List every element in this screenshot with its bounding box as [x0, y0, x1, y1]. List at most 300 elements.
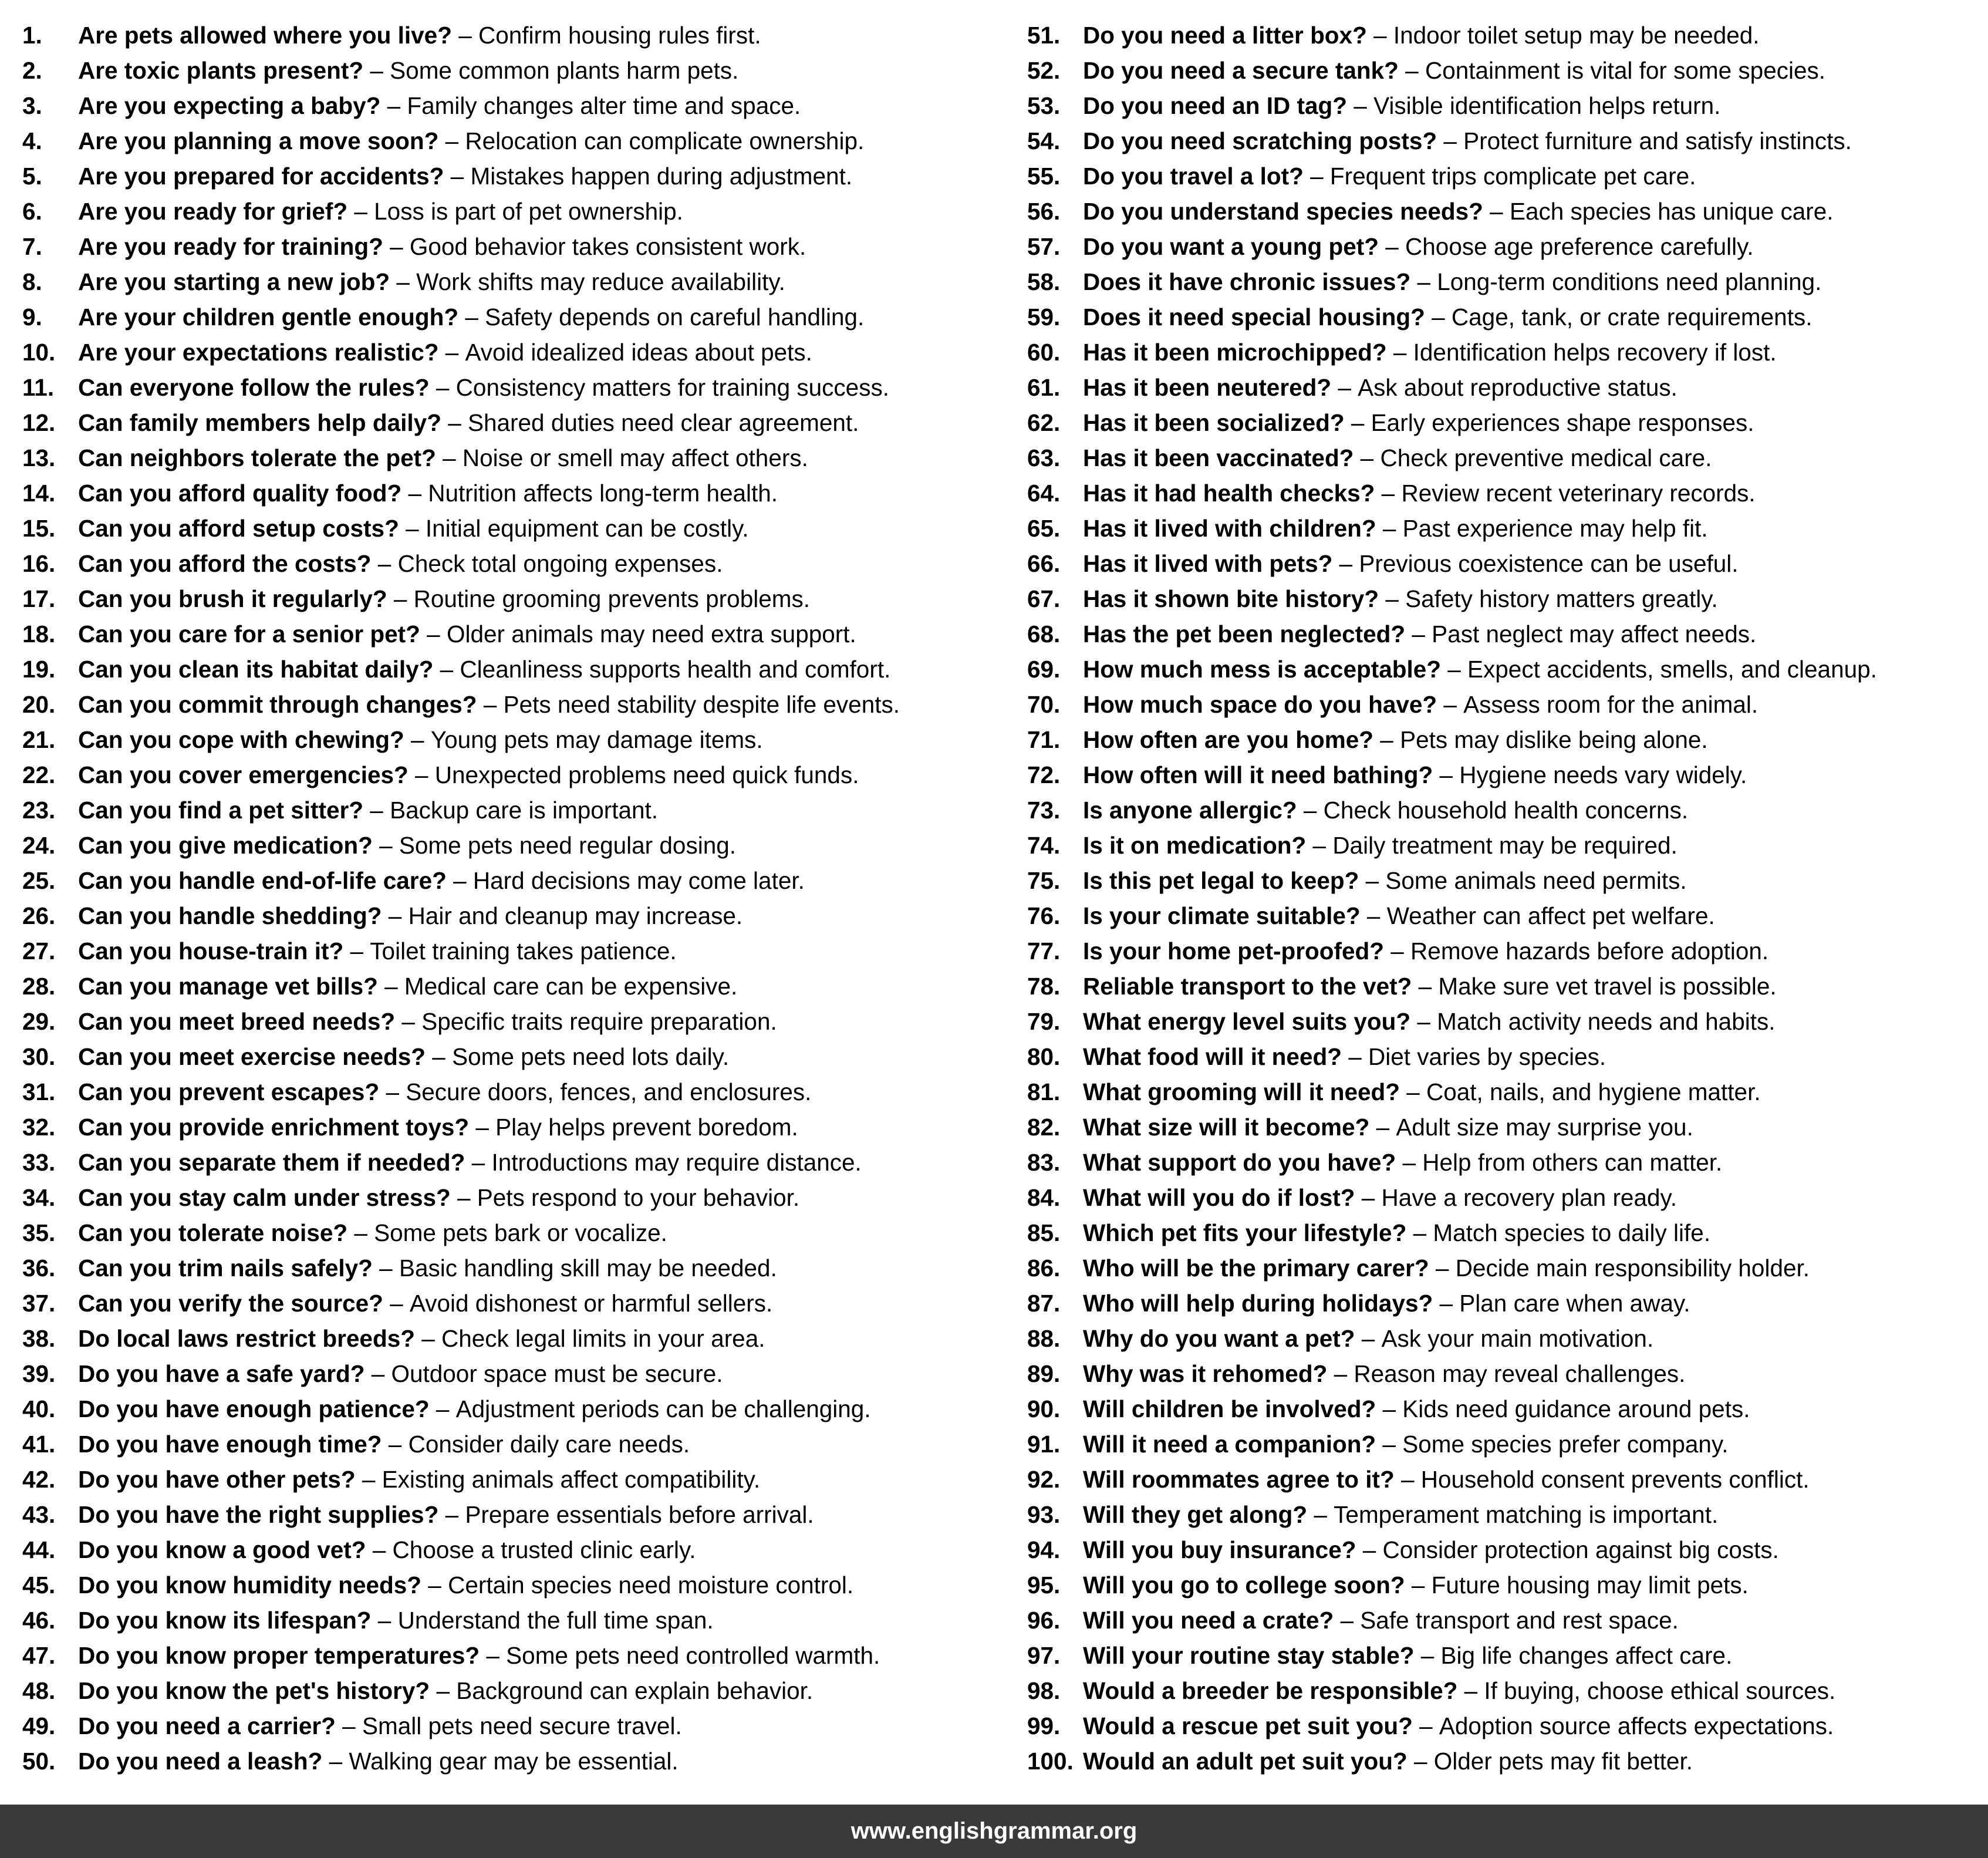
question-item	[1027, 652, 1978, 687]
question-item	[1027, 1497, 1978, 1532]
question-note: Adult size may surprise you.	[1396, 1114, 1693, 1141]
question-number: 67.	[1027, 585, 1061, 612]
question-dash: –	[383, 1290, 410, 1317]
question-dash: –	[1437, 691, 1464, 718]
question-dash: –	[364, 1360, 391, 1387]
question-text: Will you need a crate?	[1083, 1607, 1334, 1634]
question-number: 89.	[1027, 1360, 1061, 1387]
question-note: Basic handling skill may be needed.	[399, 1255, 777, 1282]
question-note: Daily treatment may be required.	[1332, 832, 1678, 859]
question-number: 42.	[22, 1466, 56, 1493]
question-note: Some pets need lots daily.	[452, 1043, 730, 1070]
question-number: 19.	[22, 656, 56, 683]
question-number: 61.	[1027, 374, 1061, 401]
question-text: Are you expecting a baby?	[78, 92, 381, 119]
question-item	[1027, 969, 1978, 1004]
question-text: Has it been microchipped?	[1083, 339, 1387, 366]
question-note: Safety depends on careful handling.	[485, 304, 865, 331]
question-dash: –	[363, 57, 390, 84]
question-item	[22, 1638, 997, 1673]
question-item	[22, 53, 997, 88]
question-item	[22, 405, 997, 440]
question-dash: –	[1412, 1712, 1439, 1739]
question-text: Has it had health checks?	[1083, 480, 1375, 507]
question-text: Which pet fits your lifestyle?	[1083, 1219, 1407, 1246]
question-note: Check total ongoing expenses.	[397, 550, 723, 577]
question-number: 72.	[1027, 761, 1061, 788]
question-item	[22, 88, 997, 123]
question-text: Can family members help daily?	[78, 409, 441, 436]
question-text: Do you need a carrier?	[78, 1712, 336, 1739]
question-text: Would a breeder be responsible?	[1083, 1677, 1458, 1704]
question-text: Can you cope with chewing?	[78, 726, 404, 753]
question-text: Can you afford quality food?	[78, 480, 402, 507]
question-note: Check preventive medical care.	[1380, 444, 1712, 471]
question-note: Shared duties need clear agreement.	[467, 409, 859, 436]
question-note: Containment is vital for some species.	[1425, 57, 1825, 84]
question-text: Do you need a secure tank?	[1083, 57, 1399, 84]
question-dash: –	[1331, 374, 1358, 401]
question-dash: –	[1398, 57, 1425, 84]
question-item	[1027, 1215, 1978, 1250]
question-number: 17.	[22, 585, 56, 612]
question-dash: –	[450, 1184, 477, 1211]
question-dash: –	[446, 867, 473, 894]
question-dash: –	[1373, 726, 1400, 753]
question-text: Does it need special housing?	[1083, 304, 1425, 331]
question-note: Remove hazards before adoption.	[1410, 938, 1769, 965]
question-text: Can you provide enrichment toys?	[78, 1114, 470, 1141]
question-number: 24.	[22, 832, 56, 859]
question-dash: –	[436, 444, 463, 471]
question-dash: –	[420, 621, 447, 648]
question-item	[22, 264, 997, 299]
question-number: 49.	[22, 1712, 56, 1739]
question-item	[1027, 1567, 1978, 1603]
question-dash: –	[421, 1572, 448, 1599]
question-dash: –	[480, 1642, 507, 1669]
question-note: Young pets may damage items.	[430, 726, 763, 753]
question-text: Can you handle end-of-life care?	[78, 867, 447, 894]
question-dash: –	[1332, 550, 1359, 577]
question-note: Cage, tank, or crate requirements.	[1451, 304, 1813, 331]
question-item	[1027, 335, 1978, 370]
question-dash: –	[382, 902, 409, 929]
question-text: Has it lived with pets?	[1083, 550, 1333, 577]
question-note: Walking gear may be essential.	[349, 1748, 679, 1775]
question-text: Are you prepared for accidents?	[78, 163, 444, 190]
question-note: Protect furniture and satisfy instincts.	[1463, 127, 1852, 154]
question-dash: –	[408, 761, 435, 788]
question-item	[1027, 828, 1978, 863]
question-dash: –	[1341, 1043, 1368, 1070]
question-dash: –	[1379, 233, 1406, 260]
question-note: Help from others can matter.	[1422, 1149, 1723, 1176]
question-note: Some common plants harm pets.	[390, 57, 739, 84]
question-note: Coat, nails, and hygiene matter.	[1426, 1078, 1761, 1105]
question-note: Plan care when away.	[1459, 1290, 1690, 1317]
question-note: Adoption source affects expectations.	[1439, 1712, 1834, 1739]
question-text: Can you meet breed needs?	[78, 1008, 396, 1035]
question-text: Do you know humidity needs?	[78, 1572, 422, 1599]
question-dash: –	[1376, 1431, 1403, 1458]
question-text: Has it lived with children?	[1083, 515, 1376, 542]
question-note: Loss is part of pet ownership.	[374, 198, 683, 225]
question-number: 87.	[1027, 1290, 1061, 1317]
question-number: 32.	[22, 1114, 56, 1141]
question-dash: –	[1440, 656, 1468, 683]
question-note: Check household health concerns.	[1323, 797, 1689, 824]
question-item	[1027, 933, 1978, 969]
question-number: 10.	[22, 339, 56, 366]
question-text: Does it have chronic issues?	[1083, 268, 1411, 295]
question-text: Who will help during holidays?	[1083, 1290, 1433, 1317]
question-item	[1027, 898, 1978, 933]
question-text: Can you commit through changes?	[78, 691, 477, 718]
question-item	[22, 1603, 997, 1638]
question-number: 20.	[22, 691, 56, 718]
question-number: 91.	[1027, 1431, 1061, 1458]
question-item	[22, 1215, 997, 1250]
question-item	[22, 1497, 997, 1532]
question-note: Family changes alter time and space.	[407, 92, 801, 119]
question-note: Have a recovery plan ready.	[1381, 1184, 1678, 1211]
question-number: 21.	[22, 726, 56, 753]
question-dash: –	[1379, 585, 1406, 612]
question-note: Visible identification helps return.	[1373, 92, 1721, 119]
question-number: 22.	[22, 761, 56, 788]
question-item	[22, 687, 997, 722]
question-text: Will you buy insurance?	[1083, 1536, 1356, 1563]
question-dash: –	[1375, 480, 1402, 507]
question-dash: –	[377, 973, 404, 1000]
question-item	[1027, 1462, 1978, 1497]
question-dash: –	[1437, 127, 1464, 154]
question-text: Do you know a good vet?	[78, 1536, 366, 1563]
question-text: Will you go to college soon?	[1083, 1572, 1405, 1599]
question-note: Reason may reveal challenges.	[1354, 1360, 1686, 1387]
question-dash: –	[1334, 1607, 1361, 1634]
question-item	[22, 933, 997, 969]
question-text: What energy level suits you?	[1083, 1008, 1411, 1035]
question-dash: –	[426, 1043, 453, 1070]
question-item	[1027, 299, 1978, 335]
question-number: 11.	[22, 374, 55, 401]
question-number: 18.	[22, 621, 56, 648]
question-item	[22, 969, 997, 1004]
question-dash: –	[387, 585, 414, 612]
question-note: Indoor toilet setup may be needed.	[1393, 22, 1760, 49]
question-text: Can you manage vet bills?	[78, 973, 378, 1000]
question-text: Do you have other pets?	[78, 1466, 356, 1493]
question-note: Some animals need permits.	[1385, 867, 1687, 894]
question-item	[1027, 546, 1978, 581]
question-number: 16.	[22, 550, 56, 577]
question-note: Choose a trusted clinic early.	[392, 1536, 696, 1563]
question-dash: –	[380, 92, 407, 119]
question-note: Match activity needs and habits.	[1437, 1008, 1776, 1035]
question-number: 28.	[22, 973, 56, 1000]
question-number: 56.	[1027, 198, 1061, 225]
question-item	[22, 1427, 997, 1462]
question-text: Are you planning a move soon?	[78, 127, 439, 154]
question-number: 7.	[22, 233, 42, 260]
question-dash: –	[335, 1712, 362, 1739]
question-item	[22, 1180, 997, 1215]
question-text: Do you have enough time?	[78, 1431, 382, 1458]
question-text: Can you meet exercise needs?	[78, 1043, 426, 1070]
question-item	[22, 1286, 997, 1321]
question-text: How much space do you have?	[1083, 691, 1437, 718]
question-note: Review recent veterinary records.	[1401, 480, 1756, 507]
question-item	[22, 229, 997, 264]
question-number: 44.	[22, 1536, 56, 1563]
question-dash: –	[438, 339, 465, 366]
question-text: Is it on medication?	[1083, 832, 1307, 859]
question-number: 58.	[1027, 268, 1061, 295]
question-item	[1027, 405, 1978, 440]
question-text: Do you know its lifespan?	[78, 1607, 372, 1634]
question-list-left	[22, 18, 997, 1779]
question-text: Do you know proper temperatures?	[78, 1642, 480, 1669]
question-number: 25.	[22, 867, 56, 894]
question-item	[1027, 1321, 1978, 1356]
question-item	[1027, 757, 1978, 793]
question-note: Good behavior takes consistent work.	[409, 233, 806, 260]
footer-url: www.englishgrammar.org	[850, 1818, 1138, 1844]
question-number: 15.	[22, 515, 56, 542]
question-dash: –	[1306, 832, 1333, 859]
question-note: Big life changes affect care.	[1440, 1642, 1733, 1669]
question-item	[1027, 1532, 1978, 1567]
question-dash: –	[347, 198, 374, 225]
question-text: Can you cover emergencies?	[78, 761, 409, 788]
question-number: 9.	[22, 304, 42, 331]
question-note: Confirm housing rules first.	[478, 22, 761, 49]
question-item	[1027, 229, 1978, 264]
question-number: 3.	[22, 92, 42, 119]
question-note: If buying, choose ethical sources.	[1484, 1677, 1836, 1704]
question-item	[22, 335, 997, 370]
question-number: 50.	[22, 1748, 56, 1775]
question-number: 31.	[22, 1078, 56, 1105]
question-item	[1027, 476, 1978, 511]
question-dash: –	[1414, 1642, 1441, 1669]
question-note: Each species has unique care.	[1509, 198, 1834, 225]
question-item	[1027, 1708, 1978, 1744]
question-note: Cleanliness supports health and comfort.	[460, 656, 891, 683]
question-note: Older pets may fit better.	[1433, 1748, 1693, 1775]
question-text: Is your home pet-proofed?	[1083, 938, 1385, 965]
question-note: Decide main responsibility holder.	[1455, 1255, 1810, 1282]
question-note: Past neglect may affect needs.	[1432, 621, 1757, 648]
question-text: Do you understand species needs?	[1083, 198, 1483, 225]
question-item	[1027, 440, 1978, 476]
question-note: Assess room for the animal.	[1463, 691, 1759, 718]
question-text: Has it been vaccinated?	[1083, 444, 1354, 471]
question-number: 48.	[22, 1677, 56, 1704]
question-dash: –	[366, 1536, 393, 1563]
question-note: Adjustment periods can be challenging.	[455, 1395, 871, 1422]
question-number: 77.	[1027, 938, 1061, 965]
question-item	[22, 1074, 997, 1110]
question-number: 8.	[22, 268, 42, 295]
question-dash: –	[1360, 902, 1387, 929]
question-dash: –	[1347, 92, 1374, 119]
question-item	[22, 1673, 997, 1708]
question-item	[1027, 1110, 1978, 1145]
question-number: 90.	[1027, 1395, 1061, 1422]
question-text: Are your children gentle enough?	[78, 304, 459, 331]
question-note: Pets respond to your behavior.	[477, 1184, 800, 1211]
question-item	[1027, 793, 1978, 828]
question-number: 37.	[22, 1290, 56, 1317]
question-text: Can you care for a senior pet?	[78, 621, 420, 648]
question-dash: –	[1307, 1501, 1334, 1528]
question-note: Nutrition affects long-term health.	[428, 480, 778, 507]
question-item	[1027, 616, 1978, 652]
question-item	[22, 1708, 997, 1744]
question-dash: –	[414, 1325, 441, 1352]
question-note: Work shifts may reduce availability.	[416, 268, 785, 295]
question-text: Do you have enough patience?	[78, 1395, 430, 1422]
question-dash: –	[1410, 1008, 1437, 1035]
question-dash: –	[1297, 797, 1324, 824]
question-dash: –	[1344, 409, 1371, 436]
question-text: Can everyone follow the rules?	[78, 374, 430, 401]
question-note: Some pets bark or vocalize.	[374, 1219, 667, 1246]
question-item	[22, 1110, 997, 1145]
question-note: Older animals may need extra support.	[446, 621, 856, 648]
question-number: 30.	[22, 1043, 56, 1070]
question-number: 40.	[22, 1395, 56, 1422]
question-dash: –	[1396, 1149, 1423, 1176]
question-text: Who will be the primary carer?	[1083, 1255, 1429, 1282]
question-note: Medical care can be expensive.	[404, 973, 738, 1000]
question-number: 38.	[22, 1325, 56, 1352]
question-number: 92.	[1027, 1466, 1061, 1493]
question-item	[22, 793, 997, 828]
question-text: Are toxic plants present?	[78, 57, 364, 84]
question-note: Safety history matters greatly.	[1405, 585, 1718, 612]
question-note: Expect accidents, smells, and cleanup.	[1467, 656, 1877, 683]
question-text: Is anyone allergic?	[1083, 797, 1297, 824]
question-number: 57.	[1027, 233, 1061, 260]
question-number: 33.	[22, 1149, 56, 1176]
question-text: Would an adult pet suit you?	[1083, 1748, 1408, 1775]
question-number: 14.	[22, 480, 56, 507]
question-item	[1027, 1039, 1978, 1074]
question-note: Hard decisions may come later.	[472, 867, 805, 894]
question-note: Ask your main motivation.	[1381, 1325, 1654, 1352]
question-number: 51.	[1027, 22, 1061, 49]
question-note: Relocation can complicate ownership.	[465, 127, 865, 154]
question-item	[22, 898, 997, 933]
question-item	[1027, 53, 1978, 88]
question-note: Pets may dislike being alone.	[1400, 726, 1708, 753]
question-item	[1027, 1603, 1978, 1638]
question-dash: –	[438, 1501, 465, 1528]
question-text: Are you ready for grief?	[78, 198, 348, 225]
question-note: Initial equipment can be costly.	[425, 515, 749, 542]
question-text: What food will it need?	[1083, 1043, 1342, 1070]
question-item	[1027, 1427, 1978, 1462]
question-number: 29.	[22, 1008, 56, 1035]
question-number: 97.	[1027, 1642, 1061, 1669]
question-number: 66.	[1027, 550, 1061, 577]
question-number: 34.	[22, 1184, 56, 1211]
question-dash: –	[429, 1395, 456, 1422]
question-number: 55.	[1027, 163, 1061, 190]
question-text: Are your expectations realistic?	[78, 339, 439, 366]
question-item	[22, 722, 997, 757]
question-number: 73.	[1027, 797, 1061, 824]
question-note: Diet varies by species.	[1368, 1043, 1606, 1070]
question-item	[1027, 722, 1978, 757]
question-dash: –	[1355, 1325, 1382, 1352]
question-item	[22, 476, 997, 511]
question-item	[1027, 18, 1978, 53]
question-number: 47.	[22, 1642, 56, 1669]
question-dash: –	[458, 304, 485, 331]
question-text: Do you need a leash?	[78, 1748, 323, 1775]
question-dash: –	[1394, 1466, 1421, 1493]
question-note: Early experiences shape responses.	[1371, 409, 1754, 436]
question-item	[1027, 370, 1978, 405]
question-item	[1027, 1180, 1978, 1215]
question-text: Do you know the pet's history?	[78, 1677, 430, 1704]
question-note: Future housing may limit pets.	[1431, 1572, 1749, 1599]
question-text: Can you give medication?	[78, 832, 373, 859]
question-note: Some pets need regular dosing.	[399, 832, 736, 859]
question-dash: –	[1303, 163, 1330, 190]
question-note: Existing animals affect compatibility.	[382, 1466, 761, 1493]
question-text: Has it been socialized?	[1083, 409, 1345, 436]
question-item	[22, 440, 997, 476]
question-number: 85.	[1027, 1219, 1061, 1246]
question-number: 64.	[1027, 480, 1061, 507]
question-note: Match species to daily life.	[1433, 1219, 1711, 1246]
question-text: Reliable transport to the vet?	[1083, 973, 1412, 1000]
question-item	[1027, 1638, 1978, 1673]
question-number: 71.	[1027, 726, 1061, 753]
question-item	[1027, 1004, 1978, 1039]
question-number: 98.	[1027, 1677, 1061, 1704]
question-number: 82.	[1027, 1114, 1061, 1141]
question-number: 6.	[22, 198, 42, 225]
question-dash: –	[1405, 1572, 1432, 1599]
question-text: Are you starting a new job?	[78, 268, 390, 295]
question-number: 62.	[1027, 409, 1061, 436]
question-number: 81.	[1027, 1078, 1061, 1105]
question-text: Are you ready for training?	[78, 233, 383, 260]
question-item	[22, 1039, 997, 1074]
question-text: Can you afford setup costs?	[78, 515, 399, 542]
question-text: Can you handle shedding?	[78, 902, 382, 929]
question-dash: –	[1425, 304, 1452, 331]
question-note: Introductions may require distance.	[491, 1149, 862, 1176]
question-note: Past experience may help fit.	[1402, 515, 1708, 542]
question-item	[22, 1744, 997, 1779]
question-item	[1027, 1356, 1978, 1391]
question-dash: –	[1354, 444, 1381, 471]
question-item	[22, 581, 997, 616]
question-dash: –	[372, 1255, 399, 1282]
question-note: Household consent prevents conflict.	[1420, 1466, 1810, 1493]
question-dash: –	[1355, 1184, 1382, 1211]
question-number: 63.	[1027, 444, 1061, 471]
question-dash: –	[438, 127, 465, 154]
